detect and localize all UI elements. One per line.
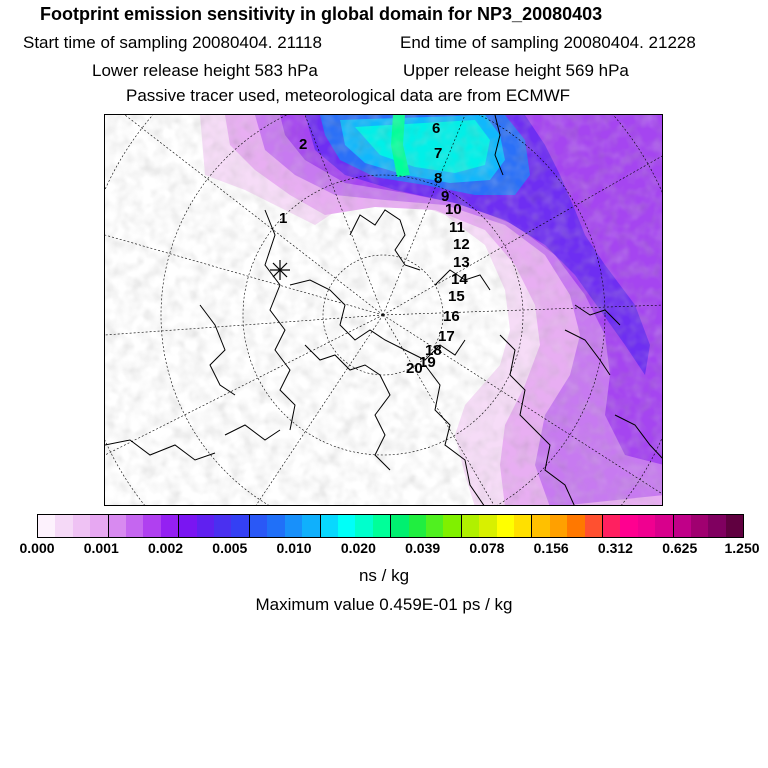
colorbar-tick-label: 0.039 [405, 540, 441, 556]
colorbar-tick-label: 0.001 [83, 540, 119, 556]
map-canvas [105, 115, 663, 506]
colorbar-swatch [550, 515, 567, 537]
colorbar-swatch [443, 515, 461, 537]
trajectory-label: 2 [299, 136, 308, 153]
colorbar-tick-label: 0.000 [19, 540, 55, 556]
colorbar-swatch [603, 515, 620, 537]
trajectory-label: 15 [448, 288, 465, 305]
colorbar-swatch [143, 515, 160, 537]
colorbar-swatch [585, 515, 603, 537]
colorbar-tick-label: 0.156 [533, 540, 569, 556]
colorbar-tick-label: 0.312 [597, 540, 633, 556]
colorbar-swatch [655, 515, 673, 537]
lower-release-height-label: Lower release height 583 hPa [92, 61, 318, 80]
colorbar-swatch [267, 515, 284, 537]
colorbar-swatch [214, 515, 231, 537]
trajectory-label: 20 [406, 360, 423, 377]
colorbar-tick-label: 0.078 [469, 540, 505, 556]
map-title: Footprint emission sensitivity in global domain for NP3_20080403 [40, 4, 603, 24]
colorbar-swatch [73, 515, 90, 537]
colorbar-swatch [479, 515, 496, 537]
colorbar-swatch [373, 515, 391, 537]
asterisk-marker-icon [270, 260, 290, 280]
colorbar-tick-labels [0, 540, 768, 560]
colorbar-tick-label: 0.020 [340, 540, 376, 556]
colorbar-swatch [109, 515, 126, 537]
trajectory-label: 18 [425, 342, 442, 359]
colorbar-swatch [338, 515, 355, 537]
colorbar-swatch [497, 515, 514, 537]
sensitivity-plume [105, 115, 663, 506]
colorbar-swatch [638, 515, 655, 537]
colorbar [37, 514, 744, 538]
colorbar-tick-label: 0.010 [276, 540, 312, 556]
colorbar-swatch [620, 515, 637, 537]
trajectory-label: 10 [445, 201, 462, 218]
trajectory-label: 6 [432, 120, 441, 137]
colorbar-swatch [161, 515, 179, 537]
trajectory-label: 19 [419, 354, 436, 371]
trajectory-label: 11 [449, 219, 465, 236]
trajectory-label: 1 [279, 210, 288, 227]
upper-release-height-label: Upper release height 569 hPa [403, 61, 629, 80]
colorbar-swatch [321, 515, 338, 537]
colorbar-swatch [302, 515, 320, 537]
colorbar-tick-label: 1.250 [724, 540, 760, 556]
trajectory-label: 16 [443, 308, 460, 325]
colorbar-swatch [391, 515, 408, 537]
colorbar-swatch [462, 515, 479, 537]
colorbar-swatch [285, 515, 302, 537]
colorbar-swatch [355, 515, 372, 537]
colorbar-swatch [250, 515, 267, 537]
trajectory-label: 9 [441, 188, 450, 205]
colorbar-swatch [532, 515, 549, 537]
trajectory-label: 17 [438, 328, 455, 345]
maximum-value-label: Maximum value 0.459E-01 ps / kg [255, 595, 513, 614]
colorbar-swatch [726, 515, 743, 537]
trajectory-label: 12 [453, 236, 470, 253]
colorbar-tick-label: 0.005 [212, 540, 248, 556]
colorbar-swatch [231, 515, 249, 537]
colorbar-swatch [674, 515, 691, 537]
colorbar-swatch [426, 515, 443, 537]
trajectory-label: 7 [434, 145, 443, 162]
colorbar-swatch [409, 515, 426, 537]
footprint-map [104, 114, 663, 506]
trajectory-label: 8 [434, 170, 443, 187]
colorbar-swatch [514, 515, 532, 537]
colorbar-swatch [55, 515, 72, 537]
start-time-label: Start time of sampling 20080404. 21118 [23, 33, 322, 52]
trajectory-label: 14 [451, 271, 468, 288]
tracer-info-label: Passive tracer used, meteorological data are from ECMWF [126, 86, 571, 105]
colorbar-tick-label: 0.002 [148, 540, 184, 556]
colorbar-tick-label: 0.625 [662, 540, 698, 556]
colorbar-swatch [567, 515, 584, 537]
trajectory-label: 13 [453, 254, 470, 271]
colorbar-swatch [38, 515, 55, 537]
colorbar-swatch [691, 515, 708, 537]
end-time-label: End time of sampling 20080404. 21228 [400, 33, 696, 52]
colorbar-swatch [90, 515, 108, 537]
colorbar-swatch [197, 515, 214, 537]
colorbar-swatch [179, 515, 196, 537]
colorbar-swatch [708, 515, 725, 537]
colorbar-swatch [126, 515, 143, 537]
colorbar-unit: ns / kg [358, 566, 410, 585]
